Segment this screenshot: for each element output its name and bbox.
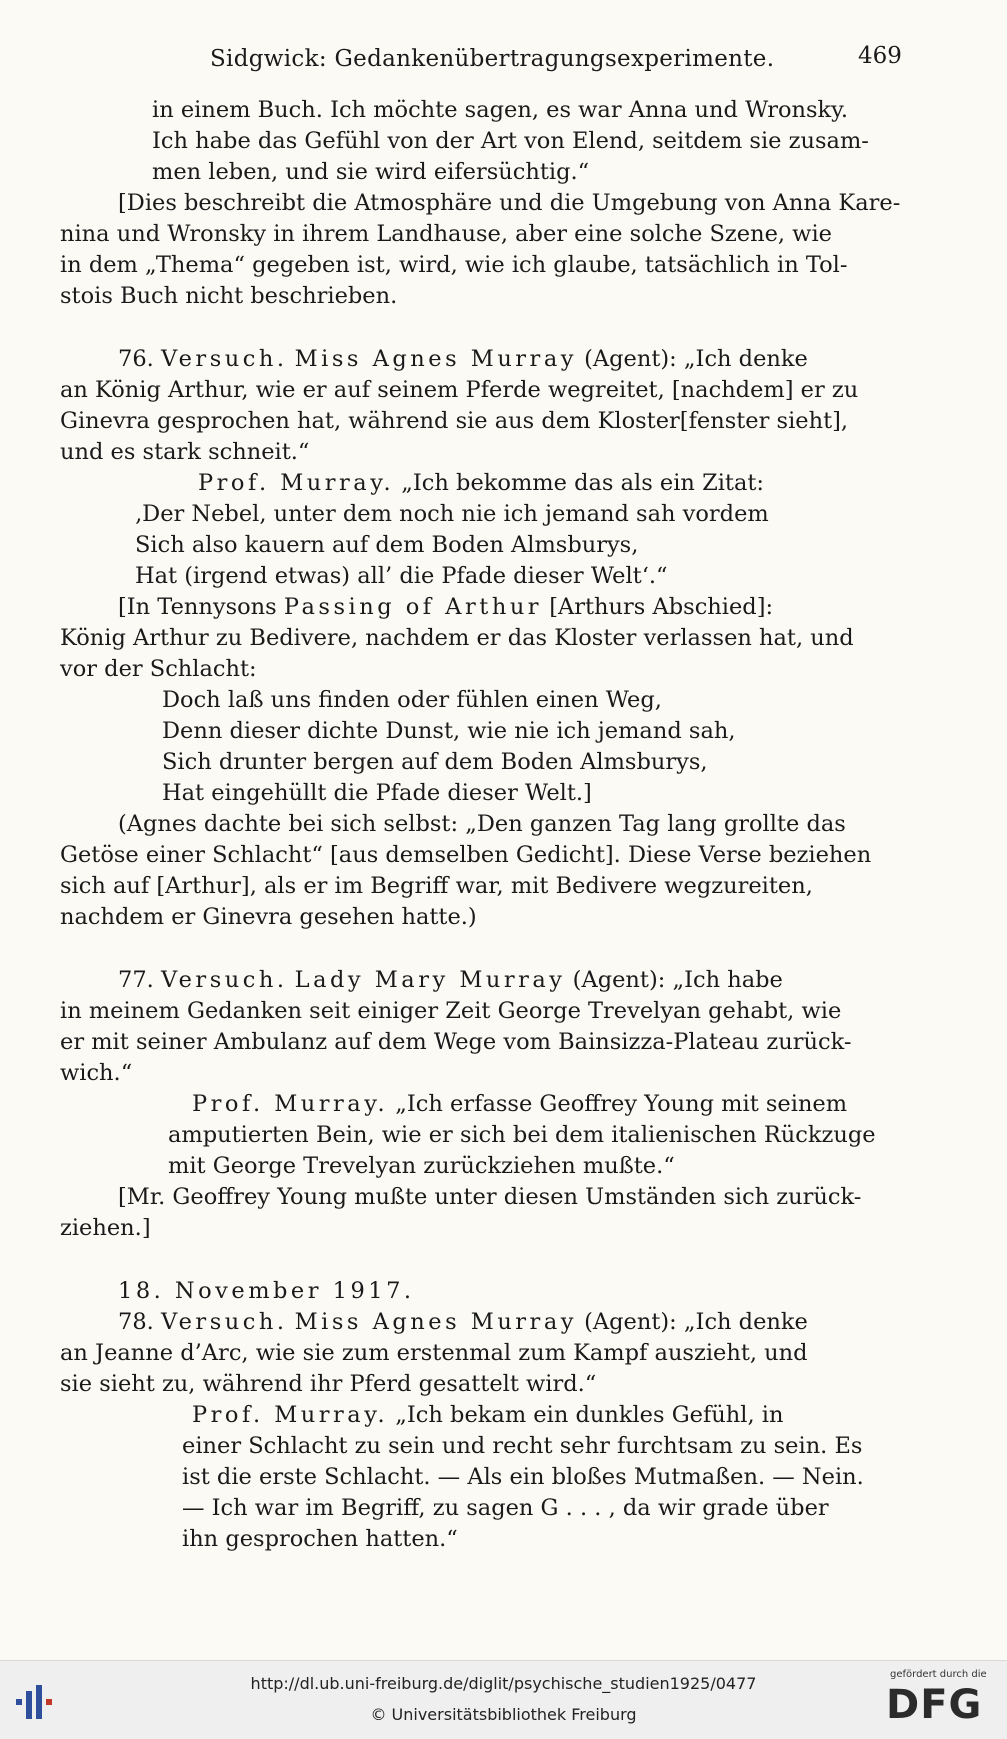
text-line: men leben, und sie wird eifersüchtig.“ [152, 159, 590, 185]
text-line: in einem Buch. Ich möchte sagen, es war Anna und Wronsky. [152, 97, 849, 123]
text-line: Prof. Murray. „Ich bekam ein dunkles Gefühl, in [192, 1402, 784, 1428]
experiment-label: Versuch. [160, 346, 288, 372]
agent-name: Miss Agnes Murray [294, 346, 577, 372]
quote-continuation [60, 95, 910, 188]
copyright-notice: © Universitätsbibliothek Freiburg [370, 1705, 637, 1724]
text-line: ihn gesprochen hatten.“ [182, 1526, 458, 1552]
text-line: 76. Versuch. Miss Agnes Murray (Agent): „Ich denke [118, 346, 808, 372]
verse-line: Hat eingehüllt die Pfade dieser Welt.] [162, 780, 592, 806]
percipient-name: Prof. Murray. [192, 1402, 389, 1428]
text-line: (Agnes dachte bei sich selbst: „Den ganzen Tag lang grollte das [118, 811, 846, 837]
poem-verse [60, 685, 910, 809]
text-line: [Mr. Geoffrey Young mußte unter diesen Umständen sich zurück- [118, 1184, 862, 1210]
text-line: in dem „Thema“ gegeben ist, wird, wie ich glaube, tatsächlich in Tol- [60, 252, 848, 278]
experiment-77 [60, 965, 910, 1244]
experiment-label: Versuch. [160, 1309, 288, 1335]
text-line: Prof. Murray. „Ich bekomme das als ein Zitat: [198, 470, 764, 496]
experiment-number: 77. [118, 967, 161, 993]
running-header: Sidgwick: Gedankenübertragungsexperimente. [210, 46, 775, 72]
text-line: mit George Trevelyan zurückziehen mußte.“ [168, 1153, 675, 1179]
text-line: Prof. Murray. „Ich erfasse Geoffrey Young mit seinem [192, 1091, 848, 1117]
source-url-link[interactable]: http://dl.ub.uni-freiburg.de/diglit/psychische_studien1925/0477 [250, 1674, 757, 1693]
text-line: König Arthur zu Bedivere, nachdem er das Kloster verlassen hat, und [60, 625, 854, 651]
text-line: Getöse einer Schlacht“ [aus demselben Gedicht]. Diese Verse beziehen [60, 842, 872, 868]
footer-bar [0, 1660, 1007, 1739]
page-number: 469 [858, 43, 902, 69]
text-line: amputierten Bein, wie er sich bei dem italienischen Rückzuge [168, 1122, 876, 1148]
text-line: er mit seiner Ambulanz auf dem Wege vom Bainsizza-Plateau zurück- [60, 1029, 852, 1055]
verse-line: Sich also kauern auf dem Boden Almsburys, [135, 532, 639, 558]
agent-name: Lady Mary Murray [294, 967, 566, 993]
text-line: [In Tennysons Passing of Arthur [Arthurs Abschied]: [118, 594, 774, 620]
text-line: — Ich war im Begriff, zu sagen G . . . , da wir grade über [182, 1495, 829, 1521]
experiment-76 [60, 344, 910, 933]
agent-name: Miss Agnes Murray [294, 1309, 577, 1335]
text-line: [Dies beschreibt die Atmosphäre und die Umgebung von Anna Kare- [118, 190, 901, 216]
text-line: in meinem Gedanken seit einiger Zeit George Trevelyan gehabt, wie [60, 998, 842, 1024]
text-line: sie sieht zu, während ihr Pferd gesattelt wird.“ [60, 1371, 597, 1397]
percipient-name: Prof. Murray. [198, 470, 395, 496]
text-line: an König Arthur, wie er auf seinem Pferde wegreitet, [nachdem] er zu [60, 377, 859, 403]
verse-line: Sich drunter bergen auf dem Boden Almsburys, [162, 749, 708, 775]
text-line: wich.“ [60, 1060, 133, 1086]
text-line: 77. Versuch. Lady Mary Murray (Agent): „Ich habe [118, 967, 783, 993]
percipient-name: Prof. Murray. [192, 1091, 389, 1117]
verse-line: Hat (irgend etwas) all’ die Pfade dieser Welt‘.“ [135, 563, 668, 589]
quoted-verse [60, 499, 910, 592]
experiment-number: 78. [118, 1309, 161, 1335]
verse-line: ‚Der Nebel, unter dem noch nie ich jemand sah vordem [135, 501, 769, 527]
session-date: 18. November 1917. [118, 1278, 415, 1304]
text-line: ist die erste Schlacht. — Als ein bloßes Mutmaßen. — Nein. [182, 1464, 864, 1490]
verse-line: Doch laß uns finden oder fühlen einen Weg, [162, 687, 662, 713]
experiment-78 [60, 1276, 910, 1555]
text-line: Ich habe das Gefühl von der Art von Elend, seitdem sie zusam- [152, 128, 869, 154]
text-line: 78. Versuch. Miss Agnes Murray (Agent): „Ich denke [118, 1309, 808, 1335]
poem-title: Passing of Arthur [283, 594, 543, 620]
verse-line: Denn dieser dichte Dunst, wie nie ich jemand sah, [162, 718, 736, 744]
text-line: einer Schlacht zu sein und recht sehr furchtsam zu sein. Es [182, 1433, 863, 1459]
text-line: an Jeanne d’Arc, wie sie zum erstenmal zum Kampf auszieht, und [60, 1340, 808, 1366]
text-line: nina und Wronsky in ihrem Landhause, aber eine solche Szene, wie [60, 221, 832, 247]
text-line: nachdem er Ginevra gesehen hatte.) [60, 904, 477, 930]
dfg-caption: gefördert durch die [890, 1669, 987, 1680]
editor-note [60, 188, 910, 312]
text-line: vor der Schlacht: [60, 656, 257, 682]
text-line: ziehen.] [60, 1215, 151, 1241]
text-line: stois Buch nicht beschrieben. [60, 283, 398, 309]
experiment-label: Versuch. [160, 967, 288, 993]
dfg-logo: DFG [886, 1682, 983, 1728]
experiment-number: 76. [118, 346, 161, 372]
text-line: sich auf [Arthur], als er im Begriff war, mit Bedivere wegzureiten, [60, 873, 813, 899]
text-line: und es stark schneit.“ [60, 439, 310, 465]
text-line: Ginevra gesprochen hat, während sie aus dem Kloster[fenster sieht], [60, 408, 849, 434]
page-body [60, 95, 910, 1555]
